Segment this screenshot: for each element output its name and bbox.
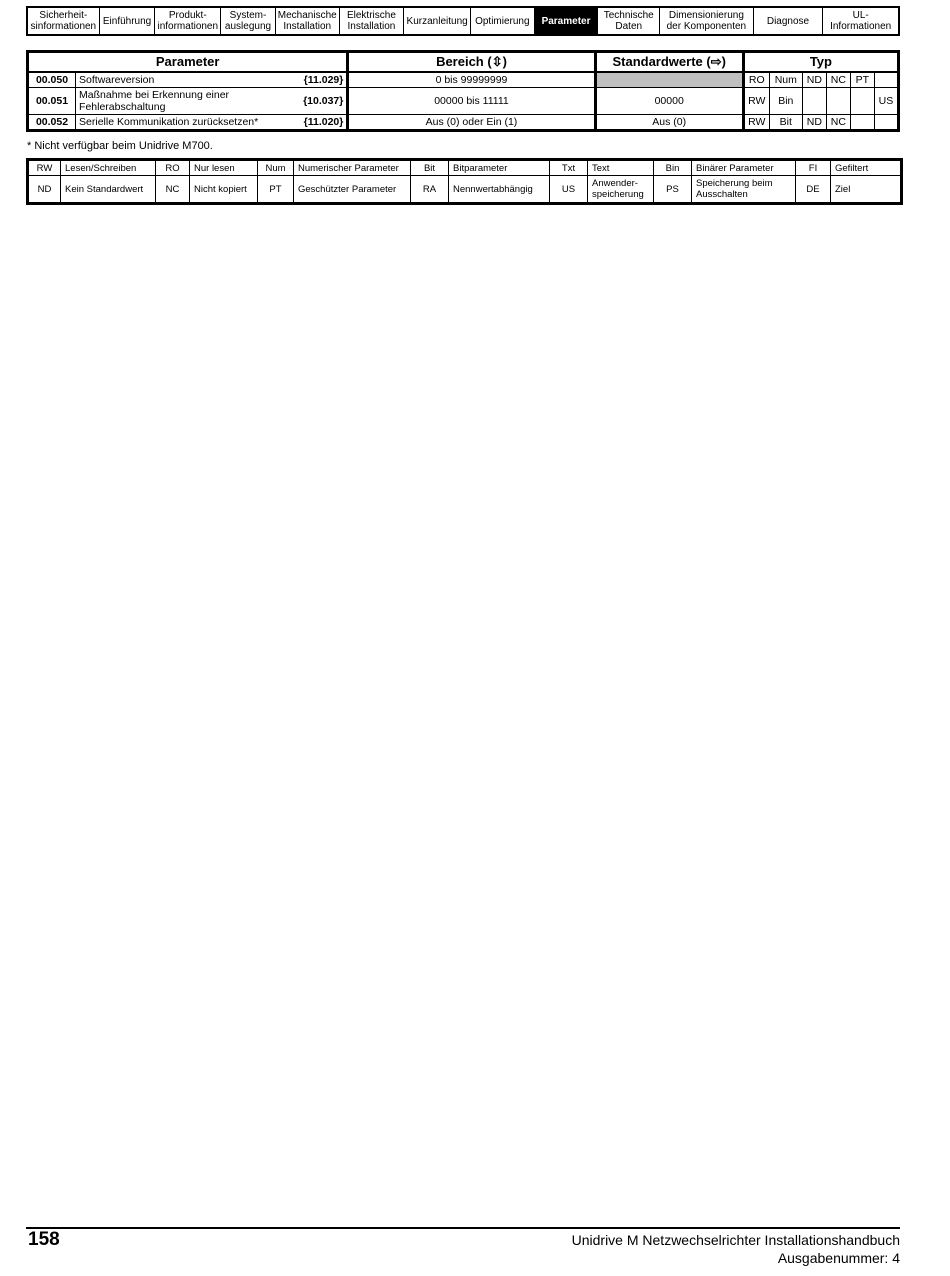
legend-code: NC [156,176,190,204]
manual-title: Unidrive M Netzwechselrichter Installationshandbuch [571,1232,900,1248]
legend-code: PT [258,176,294,204]
param-range: Aus (0) oder Ein (1) [348,115,595,131]
tab-label: Technische Daten [603,10,654,32]
table-row [28,72,899,88]
type-cell: NC [826,72,850,88]
header-type: Typ [743,52,898,73]
tab-produktinformationen[interactable] [155,8,221,34]
tab-label: Produkt- informationen [157,10,219,32]
param-ref: {10.037} [303,95,344,107]
tab-label: Optimierung [475,15,530,27]
param-default: 00000 [595,88,743,115]
legend-code: Bin [654,160,692,176]
legend-desc: Text [588,160,654,176]
legend-code: RO [156,160,190,176]
tab-label: Sicherheit- sinformationen [30,10,97,32]
type-cell: PT [850,72,874,88]
param-name: Softwareversion [79,74,155,86]
legend-code: RA [411,176,449,204]
type-cell [802,88,826,115]
tab-dimensionierung[interactable] [660,8,754,34]
legend-desc: Geschützter Parameter [294,176,411,204]
tab-einfuehrung[interactable] [100,8,156,34]
tab-ul-informationen[interactable] [823,8,898,34]
legend-row [28,160,902,176]
type-cell: ND [802,72,826,88]
legend-desc: Kein Standardwert [61,176,156,204]
tab-diagnose[interactable] [754,8,824,34]
param-ref: {11.029} [303,74,344,86]
table-row [28,115,899,131]
legend-desc: Ziel [831,176,902,204]
legend-desc: Lesen/Schreiben [61,160,156,176]
legend-code: FI [796,160,831,176]
type-cell: Bit [769,115,802,131]
type-cell [850,115,874,131]
edition-number: Ausgabenummer: 4 [777,1250,900,1266]
legend-desc: Gefiltert [831,160,902,176]
legend-code: Num [258,160,294,176]
parameter-table [26,50,900,132]
tab-mechanische-installation[interactable] [276,8,340,34]
param-name-cell [76,88,348,115]
tab-label: UL- Informationen [830,10,892,32]
param-default [595,72,743,88]
legend-code: RW [28,160,61,176]
tab-label: Einführung [102,15,152,27]
param-name: Maßnahme bei Erkennung einer Fehlerabschaltung [79,89,230,113]
legend-desc: Speicherung beim Ausschalten [692,176,796,204]
type-cell: US [874,88,898,115]
table-row [28,88,899,115]
type-cell [874,115,898,131]
footer-divider [26,1227,900,1229]
param-range: 0 bis 99999999 [348,72,595,88]
legend-table [26,158,903,205]
legend-desc: Anwender- speicherung [588,176,654,204]
tab-technische-daten[interactable] [598,8,660,34]
type-cell [850,88,874,115]
legend-code: ND [28,176,61,204]
header-parameter: Parameter [28,52,348,73]
param-ref: {11.020} [303,116,344,128]
type-cell [874,72,898,88]
tab-label: Elektrische Installation [346,10,396,32]
param-name: Serielle Kommunikation zurücksetzen* [79,116,259,128]
legend-code: Bit [411,160,449,176]
type-cell: RW [743,88,769,115]
type-cell: Bin [769,88,802,115]
type-cell: RO [743,72,769,88]
legend-desc: Numerischer Parameter [294,160,411,176]
tab-optimierung[interactable] [471,8,535,34]
tab-label: Parameter [541,15,591,27]
type-cell: ND [802,115,826,131]
chapter-nav [26,6,900,36]
legend-code: DE [796,176,831,204]
legend-desc: Bitparameter [449,160,550,176]
legend-code: US [550,176,588,204]
param-number: 00.050 [28,72,76,88]
tab-sicherheitsinformationen[interactable] [28,8,100,34]
param-default: Aus (0) [595,115,743,131]
param-number: 00.052 [28,115,76,131]
legend-row [28,176,902,204]
type-cell: Num [769,72,802,88]
tab-label: Diagnose [766,15,810,27]
legend-desc: Nennwertabhängig [449,176,550,204]
tab-label: Mechanische Installation [277,10,337,32]
tab-elektrische-installation[interactable] [340,8,405,34]
header-range: Bereich (⇳) [348,52,595,73]
type-cell [826,88,850,115]
table-header-row [28,52,899,73]
tab-parameter[interactable] [535,8,599,34]
type-cell: RW [743,115,769,131]
tab-label: Dimensionierung der Komponenten [666,10,747,32]
legend-code: PS [654,176,692,204]
type-cell: NC [826,115,850,131]
tab-kurzanleitung[interactable] [404,8,471,34]
tab-label: System- auslegung [224,10,272,32]
tab-label: Kurzanleitung [406,15,468,27]
legend-desc: Binärer Parameter [692,160,796,176]
page-number: 158 [28,1229,60,1250]
param-number: 00.051 [28,88,76,115]
param-range: 00000 bis 11111 [348,88,595,115]
tab-systemauslegung[interactable] [221,8,276,34]
footnote: * Nicht verfügbar beim Unidrive M700. [27,140,213,152]
legend-desc: Nur lesen [190,160,258,176]
header-default: Standardwerte (⇨) [595,52,743,73]
param-name-cell [76,115,348,131]
param-name-cell [76,72,348,88]
legend-code: Txt [550,160,588,176]
legend-desc: Nicht kopiert [190,176,258,204]
